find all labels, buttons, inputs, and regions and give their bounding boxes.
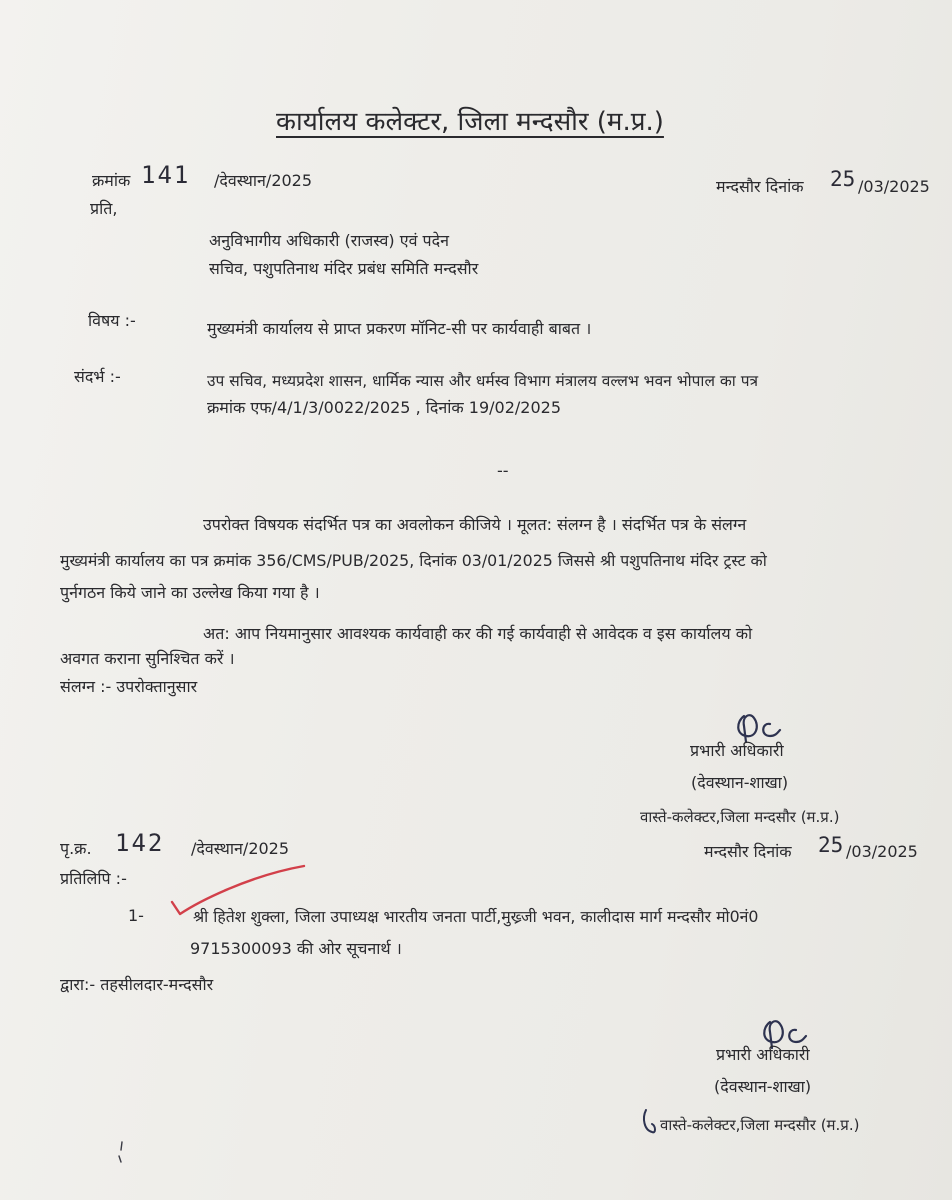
body-para2-line2: अवगत कराना सुनिश्चित करें । [60,649,235,668]
ink-speck [116,1140,128,1164]
place-date-label: मन्दसौर दिनांक [716,177,804,196]
sig2-on-behalf: वास्ते-कलेक्टर,जिला मन्दसौर (म.प्र.) [660,1116,860,1134]
endorsement-number-label: पृ.क्र. [60,839,92,858]
endorsement-number-suffix: /देवस्थान/2025 [191,839,290,858]
endorsement-place-date-label: मन्दसौर दिनांक [704,842,792,861]
red-tick-mark [168,862,308,912]
reference-label: संदर्भ :- [74,367,121,386]
date-month-year: /03/2025 [858,177,930,196]
subject-text: मुख्यमंत्री कार्यालय से प्राप्त प्रकरण मॉनिट-सी पर कार्यवाही बाबत । [207,319,592,338]
addressee-line1: अनुविभागीय अधिकारी (राजस्व) एवं पदेन [209,231,450,250]
reference-line2: क्रमांक एफ/4/1/3/0022/2025 , दिनांक 19/02/2025 [207,398,562,417]
to-label: प्रति, [90,199,118,218]
copy-item-number: 1- [128,906,144,925]
sig1-designation: प्रभारी अधिकारी [690,741,784,760]
ref-number-handwritten: 141 [141,161,191,189]
sig2-designation: प्रभारी अधिकारी [716,1045,810,1064]
ref-number-suffix: /देवस्थान/2025 [214,171,313,190]
endorsement-month-year: /03/2025 [846,842,918,861]
through-note: द्वारा:- तहसीलदार-मन्दसौर [60,975,214,994]
date-day-handwritten: 25 [830,167,856,191]
copy-label: प्रतिलिपि :- [60,869,127,888]
addressee-line2: सचिव, पशुपतिनाथ मंदिर प्रबंध समिति मन्दसौर [209,259,479,278]
sig2-branch: (देवस्थान-शाखा) [714,1077,812,1096]
reference-line1: उप सचिव, मध्यप्रदेश शासन, धार्मिक न्यास और धर्मस्व विभाग मंत्रालय वल्लभ भवन भोपाल का पत्र [207,372,759,390]
enclosure-note: संलग्न :- उपरोक्तानुसार [60,677,198,696]
body-para1-line2: मुख्यमंत्री कार्यालय का पत्र क्रमांक 356/CMS/PUB/2025, दिनांक 03/01/2025 जिससे श्री पशुपतिनाथ मंदिर ट्रस्ट को [60,551,767,570]
ref-number-label: क्रमांक [92,171,131,190]
endorsement-day-handwritten: 25 [818,833,844,857]
copy-recipient-line2: 9715300093 की ओर सूचनार्थ । [190,939,402,958]
sig1-on-behalf: वास्ते-कलेक्टर,जिला मन्दसौर (म.प्र.) [640,808,840,826]
separator: -- [497,461,509,480]
pen-mark [640,1108,660,1138]
subject-label: विषय :- [88,311,136,330]
endorsement-number-handwritten: 142 [115,829,165,857]
copy-recipient-line1: श्री हितेश शुक्ला, जिला उपाध्यक्ष भारतीय जनता पार्टी,मुख्र्जी भवन, कालीदास मार्ग मन्दसौर मो0नं0 [193,907,759,926]
office-title: कार्यालय कलेक्टर, जिला मन्दसौर (म.प्र.) [276,107,664,137]
body-para2-line1: अत: आप नियमानुसार आवश्यक कार्यवाही कर की गई कार्यवाही से आवेदक व इस कार्यालय को [203,624,753,643]
body-para1-line3: पुर्नगठन किये जाने का उल्लेख किया गया है । [60,583,320,602]
body-para1-line1: उपरोक्त विषयक संदर्भित पत्र का अवलोकन कीजिये । मूलत: संलग्न है । संदर्भित पत्र के संलग्न [203,515,747,534]
sig1-branch: (देवस्थान-शाखा) [691,773,789,792]
